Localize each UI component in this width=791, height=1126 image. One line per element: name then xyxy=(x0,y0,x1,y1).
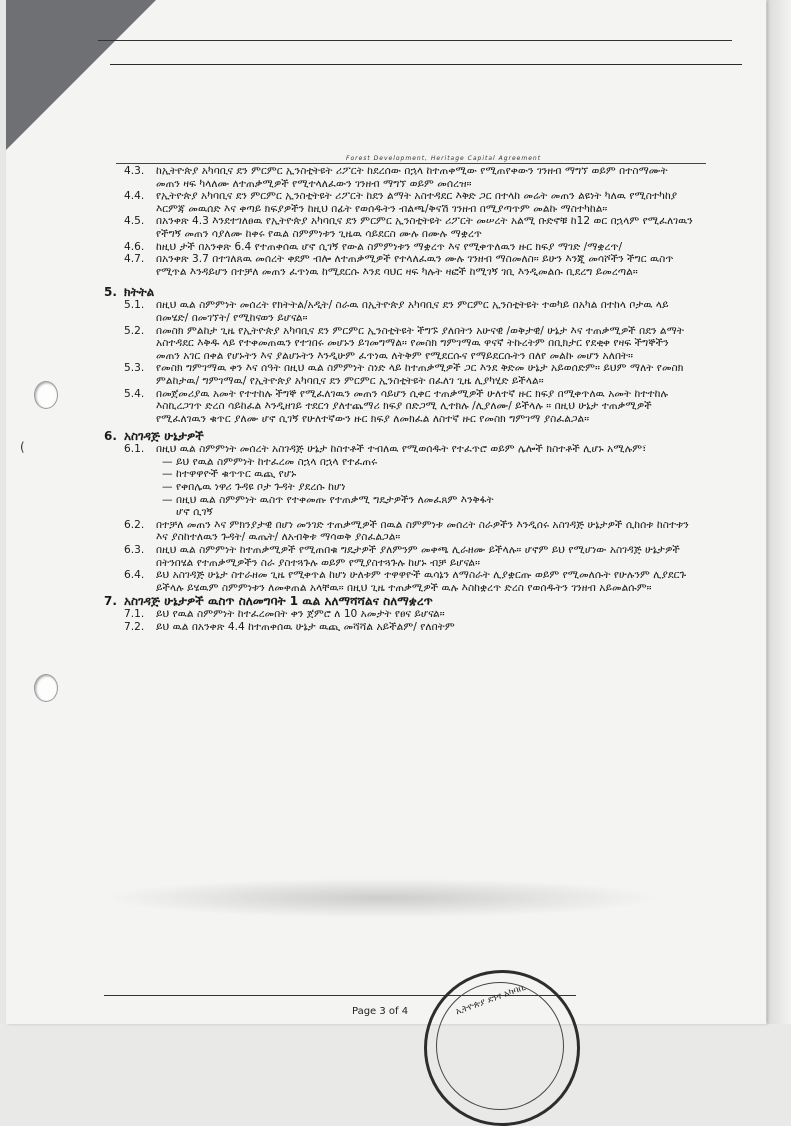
clause-number: 4.5. xyxy=(124,215,145,228)
document-page xyxy=(6,0,766,1024)
list-item: — የቀበሌዉ ነዋሪ ጉዳዩ ቦታ ጉዳት ያደረሱ ከሆነ xyxy=(162,481,694,494)
conditions-list xyxy=(162,456,694,506)
clause-5-1 xyxy=(104,299,694,324)
clause-5-4 xyxy=(104,388,694,426)
clause-text: የኢትዮጵያ አካባቢና ደን ምርምር ኢንስቲትዩት ሪፖርት ከደን ልማት አስተዳደር እቅድ ጋር በተላከ መሬት መጠን ልዩነት ካለዉ የሚስተካከያ እርምጃ መዉሰድ እና ቀጣይ ክፍያዎችን ከዚህ በፊት የወሰዱትን ብልጫ/ቅናሽ ገንዘብ በሚያጣጥም መልኩ ማስተካከል። xyxy=(156,190,678,215)
clause-6-2 xyxy=(104,519,694,544)
clause-text: ከዚህ ታች በአንቀጽ 6.4 የተጠቀሰዉ ሆኖ ሲገኝ የውል ስምምነቱን ማቋረጥ እና የሚቀጥለዉን ዙር ክፍያ ማገድ /ማቋረጥ/ xyxy=(156,240,623,253)
clause-text: በመጀመሪያዉ አመት የተተከሉ ችግኞ የሚፈለገዉን መጠን ሳይሆን ሲቀር ተጠቃሚዎች ሁለተኛ ዙር ክፍያ በሚቀጥለዉ አመት ከተተከሉ እስኪረጋገጥ ድረስ ሳይከፈል እንዲዘገይ ተደርጎ ያለተጨማሪ ክፍያ በድጋሚ ሊተክሉ /ሊያለሙ/ ይችላሉ ። በዚህ ሁኔታ ተጠቃሚዎች የሚፈለገዉን ቁጥር ያለሙ ሆኖ ሲገኝ የሁለተኛውን ዙር ክፍያ ለመክፈል ለስተኛ ዙር የመስክ ግምገማ ያስፈልጋል። xyxy=(156,387,669,425)
section-5-heading xyxy=(104,285,694,299)
page-stack-edge xyxy=(767,0,791,1024)
clause-number: 6.1. xyxy=(124,443,145,456)
clause-text: በአንቀጽ 4.3 እንደተገለፀዉ የኢትዮጵያ አካባቢና ደን ምርምር ኢንስቲትዩት ሪፖርት መሠረት አልሚ ቡድኖቹ ከ12 ወር በኋላም የሚፈለገዉን የችግኝ መጠን ሳያለሙ ከቀሩ የዉል ስምምነቱን ጊዜዉ ሳይደርስ ሙሉ በሙሉ ማቋረጥ xyxy=(156,215,693,240)
clause-text: ይህ አስገዳጅ ሁኔታ ስተራዘመ ጊዜ የሚቀጥል ከሆነ ሁለቱም ተዋዋዮች ዉሳኔን ለማስራት ሊያቋርጡ ወይም የሚመለሱት የሁሉንም ሊያደርጉ ይችላሉ ይሄዉም ስምምነቱን ለመቀጠል አላቸዉ። በዚህ ጊዜ ተጠቃሚዎች ዉሉ እስከቋረጥ ድረስ የወሰዱትን ገንዘብ አይመልሱም። xyxy=(156,569,687,594)
clause-text: ከኢትዮጵያ አካባቢና ደን ምርምር ኢንስቲትዩት ሪፖርት ከደረሰው በኋላ ከተጠቀሚው የሚጠየቀውን ገንዘብ ማግኘ ወይም በተስማሙት መጠን ዛፍ ካላለሙ ለተጠቃሚዎች የሚተላለፈውን ገንዘብ ማግኘ ወይም መሰረዝ። xyxy=(156,165,668,190)
top-rule xyxy=(98,40,732,41)
clause-4-6 xyxy=(104,241,694,254)
page-number: Page 3 of 4 xyxy=(352,1006,409,1017)
section-number: 5. xyxy=(104,285,117,300)
section-7-heading xyxy=(104,594,694,608)
ink-smudge xyxy=(102,878,662,918)
header-rule xyxy=(116,163,706,164)
clause-text: ይህ ዉል በአንቀጽ 4.4 ከተጠቀሰዉ ሁኔታ ዉጪ መሻሻል አይችልም/ የለበትም xyxy=(156,621,455,633)
clause-5-3 xyxy=(104,362,694,387)
clause-text: በአንቀጽ 3.7 በተገለጸዉ መሰረት ቀደም ብሎ ለተጠቃሚዎች የተላለፈዉን ሙሉ ገንዘብ ማስመለስ። ይሁን እንጂ መሳሾችን ችግር ዉስጥ የሚጥል እንዳይሆን በተቻለ መጠን ፈጥነዉ ከሚደርሱ እንደ ባህር ዛፍ ካሉት ዛፎች ከሚገኝ ገቢ እንዲመልሱ ቢደረግ ይመረጣል። xyxy=(156,253,674,278)
section-title: አስገዳጅ ሁኔታዎች xyxy=(124,429,204,444)
clause-text: በዚህ ዉል ስምምነት መሰረት አስገዳጅ ሁኔታ ከስተቶች ተብለዉ የሚወሰዱት የተፈጥሮ ወይም ሌሎች ክስተቶች ሊሆኑ አሚሉም፣ xyxy=(156,443,647,456)
section-title: ክትትል xyxy=(124,285,155,300)
clause-4-3 xyxy=(104,165,694,190)
clause-7-2 xyxy=(104,621,694,634)
list-continuation: ሆኖ ሲገኝ xyxy=(176,506,213,519)
document-body xyxy=(104,165,694,634)
clause-text: የመስክ ግምገማዉ ቀን እና ሰዓት በዚህ ዉል ስምምነት ስነድ ላይ ከተጠቃሚዎች ጋር እንደ ቅድመ ሁኔታ አይወሰድም። ይህም ማለት የመስክ ምልከታዉ/ ግምገማዉ/ የኢትዮጵያ አካባቢና ደን ምርምር ኢንስቲትዩት በፈለገ ጊዜ ሊያካሂድ ይችላል። xyxy=(156,362,684,387)
clause-text: በተቻለ መጠን እና ምክንያታዊ በሆነ መንገድ ተጠቃሚዎች በዉል ስምምነቱ መሰረት ስራዎችን እንዲሰሩ አስገዳጅ ሁኔታዎች ሲከሰቱ ከስተቱን እና ያስከተለዉን ጉዳት/ ዉጤት/ ለአብቅቱ ማሳወቅ ያስፈልጋል። xyxy=(156,518,689,544)
clause-6-3 xyxy=(104,544,694,569)
punch-hole-lower xyxy=(34,674,58,702)
clause-number: 4.6. xyxy=(124,240,145,253)
clause-number: 6.3. xyxy=(124,544,145,557)
clause-4-5 xyxy=(104,215,694,240)
clause-7-1 xyxy=(104,608,694,621)
clause-number: 5.4. xyxy=(124,387,145,400)
clause-text: በመስክ ምልከታ ጊዜ የኢትዮጵያ አካባቢና ደን ምርምር ኢንስቲትዩት ችግኙ ያለበትን አሁናዊ /ወቅታዊ/ ሁኔታ እና ተጠቃሚዎች በደን ልማት አስተዳደር እቅዱ ላይ የተቀመጠዉን የተገበሩ መሆኑን ይገመግማል። የመስክ ግምገማዉ ዋናኛ ትኩረትም በቢክታር የደቂቀ የዛፍ ችግኞችን መጠን አገር በቀል የሆኑትን እና ያልሆኑትን እንዲሁም ፈጥነዉ ለትቅም የሚደርሱና የማይደርሱትን በለየ መልኩ መሆን አለበት። xyxy=(156,324,684,362)
clause-number: 5.2. xyxy=(124,324,145,337)
top-rule-secondary xyxy=(110,64,742,65)
list-item: — ይህ የዉል ስምምነት ከተፈረመ ስኋላ በኋላ የተፈጠሩ xyxy=(162,456,694,469)
clause-6-1 xyxy=(104,443,694,456)
section-title: አስገዳጅ ሁኔታዎች ዉስጥ ስለመግባት 1 ዉል አለማሻሻልና ስለማቋረጥ xyxy=(124,594,433,609)
clause-4-7 xyxy=(104,253,694,278)
clause-4-4 xyxy=(104,190,694,215)
section-number: 7. xyxy=(104,594,117,609)
folded-corner xyxy=(6,0,156,150)
clause-number: 6.2. xyxy=(124,518,145,531)
clause-number: 5.1. xyxy=(124,299,145,312)
section-6-heading xyxy=(104,429,694,443)
stamp-text: ኢትዮጵያ ደንና አካባቢ xyxy=(454,982,528,1018)
margin-mark: ( xyxy=(20,440,25,454)
section-number: 6. xyxy=(104,429,117,444)
clause-5-2 xyxy=(104,325,694,363)
clause-number: 4.4. xyxy=(124,190,145,203)
list-item: — በዚህ ዉል ስምምነት ዉስጥ የተቀመጡ የተጠቃሚ ግዴታዎችን ለመፈጸም እንቅፋት xyxy=(162,494,694,507)
punch-hole-upper xyxy=(34,381,58,409)
clause-number: 7.2. xyxy=(124,621,145,633)
clause-6-4 xyxy=(104,569,694,594)
clause-text: በዚህ ዉል ስምምነት ከተጠቃሚዎች የሚጠበቁ ግዴታዎች ያለምንም መቀጫ ሊራዘሙ ይችላሉ። ሆኖም ይህ የሚሆነው አስገዳጅ ሁኔታዎች በትንበሄል የተጠቃሚዎችን ስራ ያስተጓጉሉ ወይም የሚያስተጓጉሉ ከሆኑ ብቻ ይሆናል። xyxy=(156,544,680,569)
list-item: — ከተዋዋዮች ቁጥጥር ዉጪ የሆኑ xyxy=(162,468,694,481)
clause-number: 6.4. xyxy=(124,569,145,582)
clause-number: 4.7. xyxy=(124,253,145,266)
faint-header-text: Forest Development, Heritage Capital Agreement xyxy=(346,155,542,162)
clause-number: 5.3. xyxy=(124,362,145,375)
clause-text: ይህ የዉል ስምምነት ከተፈረመበት ቀን ጀምሮ ለ 10 አመታት የፀና ይሆናል። xyxy=(156,608,445,621)
clause-text: በዚህ ዉል ስምምነት መሰረት የክትትል/አዲት/ ስራዉ በኢትዮጵያ አካባቢና ደን ምርምር ኢንስቲትዩት ተወካይ በአካል በተከላ ቦታዉ ላይ በመሄድ/ በመገኘት/ የሚከናወን ይሆናል። xyxy=(156,299,669,324)
clause-number: 7.1. xyxy=(124,608,145,621)
clause-number: 4.3. xyxy=(124,165,145,177)
